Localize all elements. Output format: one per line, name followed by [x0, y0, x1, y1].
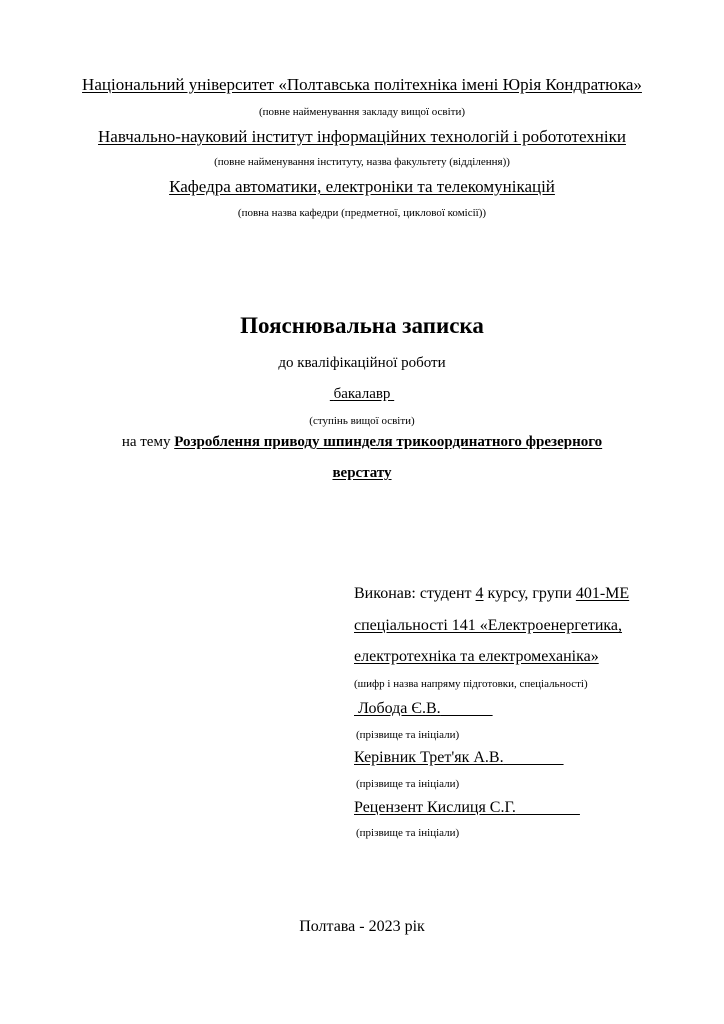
- student-name: Лобода Є.В.: [358, 700, 441, 717]
- topic-prefix: на тему: [121, 434, 175, 450]
- place-and-year: Полтава - 2023 рік: [299, 918, 425, 935]
- specialty-note: (шифр і назва напряму підготовки, спеціальності): [354, 678, 588, 690]
- department-note: (повна назва кафедри (предметної, циклової комісії)): [237, 207, 487, 219]
- degree-value: [0, 386, 724, 403]
- course-mid: курсу, групи: [483, 585, 576, 602]
- topic-line-2: [0, 465, 724, 482]
- document-title: Пояснювальна записка: [240, 313, 484, 338]
- degree-note: (ступінь вищої освіти): [309, 415, 415, 427]
- student-name-line: [354, 700, 493, 718]
- performed-by: [354, 585, 629, 603]
- university-name: Національний університет «Полтавська політехніка імені Юрія Кондратюка»: [82, 75, 642, 94]
- document-subtitle: до кваліфікаційної роботи: [278, 355, 446, 371]
- department-name: Кафедра автоматики, електроніки та телекомунікацій: [169, 177, 555, 196]
- degree-text: бакалавр: [333, 386, 391, 402]
- topic-line-1: [0, 434, 724, 451]
- group-code: 401-МЕ: [575, 585, 630, 602]
- topic-title-1: Розроблення приводу шпинделя трикоординатного фрезерного: [174, 434, 603, 450]
- performed-prefix: Виконав: студент: [354, 585, 476, 602]
- institute-note: (повне найменування інституту, назва факультету (відділення)): [214, 156, 510, 168]
- institute-name: Навчально-науковий інститут інформаційних технологій і робототехніки: [98, 127, 626, 146]
- specialty-line-2: електротехніка та електромеханіка»: [354, 648, 599, 665]
- supervisor-note: (прізвище та ініціали): [356, 778, 460, 790]
- topic-title-2: верстату: [332, 465, 392, 481]
- supervisor-name: Керівник Трет'як А.В.: [354, 749, 504, 766]
- university-note: (повне найменування закладу вищої освіти): [258, 106, 466, 118]
- reviewer-name: Рецензент Кислиця С.Г.: [354, 799, 516, 816]
- student-note: (прізвище та ініціали): [356, 729, 460, 741]
- specialty-line-1: спеціальності 141 «Електроенергетика,: [354, 617, 623, 634]
- course-number: 4: [475, 585, 484, 602]
- supervisor-line: [354, 749, 564, 767]
- reviewer-note: (прізвище та ініціали): [356, 827, 460, 839]
- reviewer-line: [354, 799, 580, 817]
